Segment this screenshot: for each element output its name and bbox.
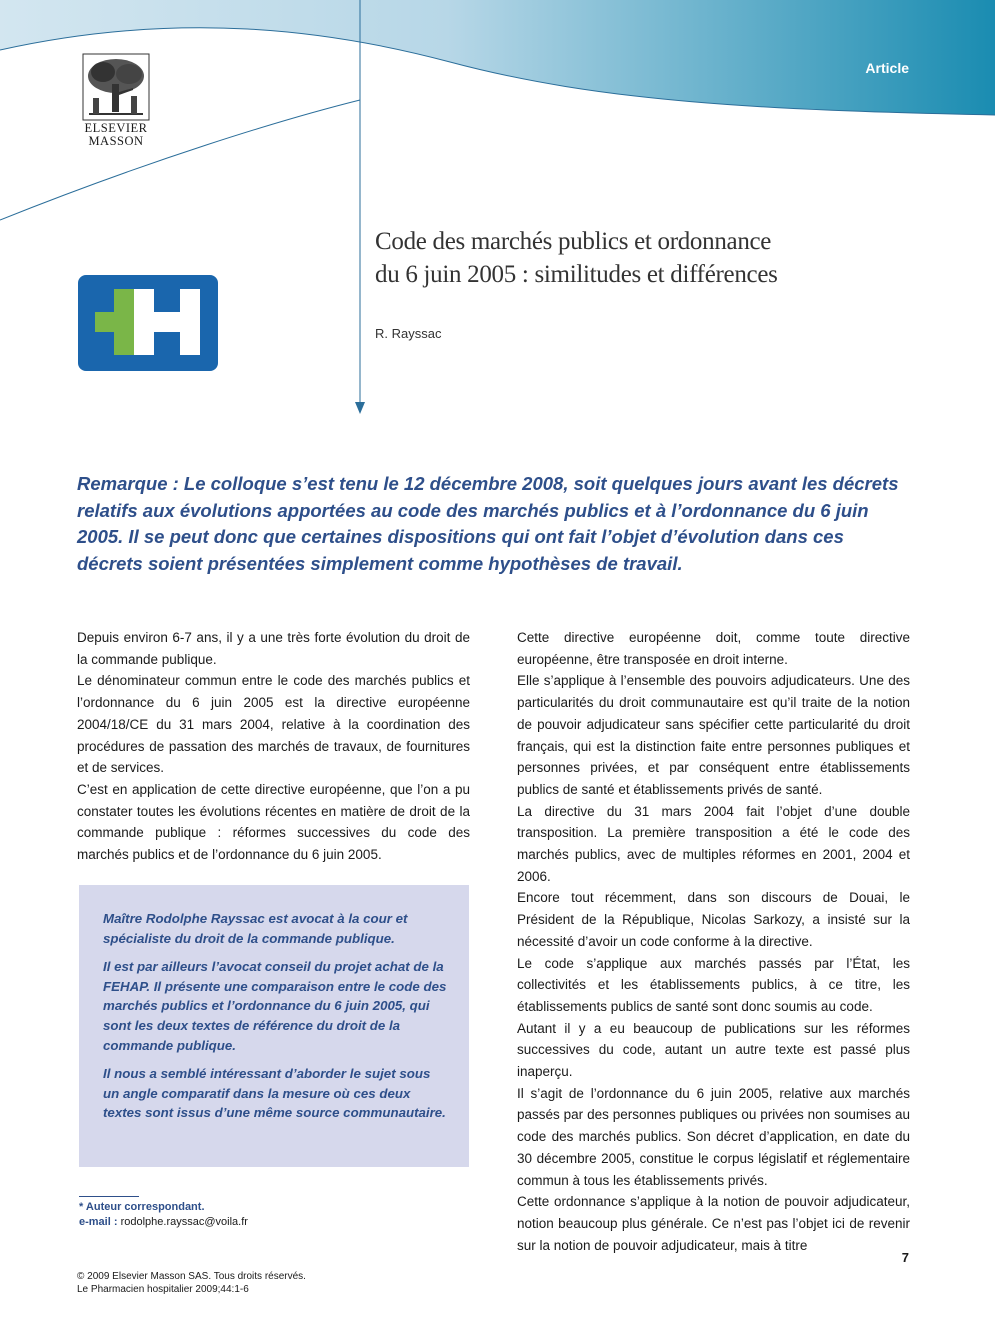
remark-paragraph: Remarque : Le colloque s’est tenu le 12 décembre 2008, soit quelques jours avant les décrets relatifs aux évolutions apportées au code des marchés publics et à l’ordonnance du 6 juin 2005. Il se peut donc que certaines dispositions qui ont fait l’objet d’évolution dans ces décrets soient présentées simplement comme hypothèses de travail.: [77, 473, 899, 574]
author-info-box: [79, 885, 469, 1167]
footnote: [79, 1200, 248, 1230]
copyright: © 2009 Elsevier Masson SAS. Tous droits réservés.: [77, 1271, 306, 1282]
body-paragraph: Il s’agit de l’ordonnance du 6 juin 2005, relative aux marchés passés par des personnes publiques ou privées non soumises au code des marchés publics. Son décret d’application, en date du 30 décembre 2005, constitue le corpus législatif et réglementaire commun à tous les établissements privés.: [517, 1085, 910, 1188]
box-paragraph: Maître Rodolphe Rayssac est avocat à la cour et spécialiste du droit de la commande publique.: [103, 911, 408, 946]
plus-h-icon: [78, 275, 218, 371]
footer: [77, 1271, 306, 1296]
box-paragraph: Il est par ailleurs l’avocat conseil du projet achat de la FEHAP. Il présente une comparaison entre le code des marchés publics et l’ordonnance du 6 juin 2005, qui sont les deux textes de référence du droit de la commande publique.: [103, 959, 447, 1053]
title-line-1: Code des marchés publics et ordonnance: [375, 228, 772, 255]
title-line-2: du 6 juin 2005 : similitudes et différences: [375, 261, 778, 288]
corresponding-author-label: * Auteur correspondant.: [79, 1201, 205, 1213]
body-paragraph: Encore tout récemment, dans son discours de Douai, le Président de la République, Nicolas Sarkozy, a insisté sur la nécessité d’avoir un code conforme à la directive.: [517, 890, 910, 949]
article-title: [375, 225, 895, 291]
body-column-right: [517, 627, 910, 1256]
body-paragraph: Autant il y a eu beaucoup de publications sur les réformes successives du code, autant un autre texte est passé plus inaperçu.: [517, 1020, 910, 1080]
body-paragraph: Elle s’applique à l’ensemble des pouvoirs adjudicateurs. Une des particularités du droit communautaire est qu’il traite de la notion de pouvoir adjudicateur sans spécifier cette particularité du droit français, qui est la distinction faite entre personnes publiques et personnes privées, et par conséquent entre établissements publics de santé et établissements privés de santé.: [517, 673, 910, 797]
body-paragraph: Le dénominateur commun entre le code des marchés publics et l’ordonnance du 6 juin 2005 est la directive européenne 2004/18/CE du 31 mars 2004, relative à la coordination des procédures de passation des marchés de travaux, de fournitures et de services.: [77, 673, 470, 776]
publisher-name-2: MASSON: [88, 134, 144, 148]
body-paragraph: C’est en application de cette directive européenne, que l’on a pu constater toutes les évolutions récentes en matière de droit de la commande publique : réformes successives du code des marchés publics et de l’ordonnance du 6 juin 2005.: [77, 781, 470, 863]
arrow-down-icon: [355, 402, 365, 414]
body-paragraph: La directive du 31 mars 2004 fait l’objet d’une double transposition. La première transposition a été le code des marchés publics, avec de multiples réformes en 2001, 2004 et 2006.: [517, 803, 910, 884]
header-arc: [0, 100, 360, 220]
page-number: 7: [901, 1250, 909, 1265]
body-paragraph: Le code s’applique aux marchés passés par l’État, les collectivités et les établissements publics, à ce titre, les établissements publics de santé sont donc soumis au code.: [517, 955, 910, 1014]
body-column-left: [77, 627, 470, 866]
body-paragraph: Cette ordonnance s’applique à la notion de pouvoir adjudicateur, notion beaucoup plus générale. Ce n’est pas l’objet ici de revenir sur la notion de pouvoir adjudicateur, mais à titre: [517, 1194, 910, 1253]
body-paragraph: Depuis environ 6-7 ans, il y a une très forte évolution du droit de la commande publique.: [77, 630, 470, 667]
body-paragraph: Cette directive européenne doit, comme toute directive européenne, être transposée en droit interne.: [517, 630, 910, 667]
box-paragraph: Il nous a semblé intéressant d’aborder le sujet sous un angle comparatif dans la mesure où ces deux textes sont issus d’une même source communautaire.: [103, 1066, 446, 1121]
email-label: e-mail :: [79, 1216, 118, 1228]
footnote-rule: [79, 1196, 139, 1197]
article-author: R. Rayssac: [375, 326, 442, 341]
citation: Le Pharmacien hospitalier 2009;44:1-6: [77, 1283, 249, 1295]
email-link[interactable]: rodolphe.rayssac@voila.fr: [120, 1216, 248, 1228]
publisher-logo: [74, 52, 158, 148]
publisher-name: ELSEVIER: [84, 121, 148, 135]
journal-logo: [78, 275, 218, 371]
elsevier-tree-icon: [81, 52, 151, 122]
section-label: Article: [865, 60, 909, 76]
